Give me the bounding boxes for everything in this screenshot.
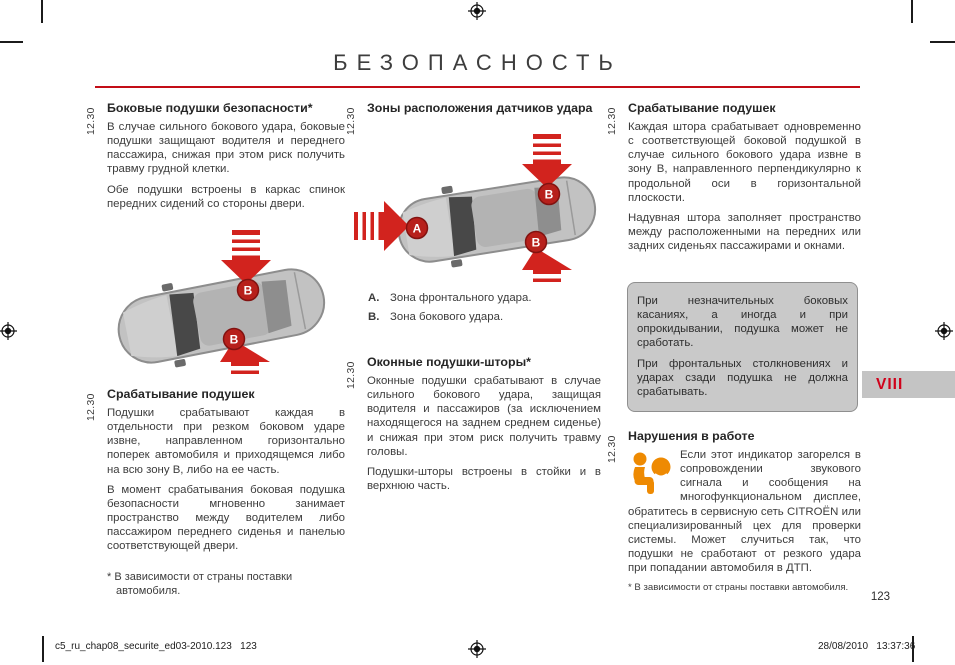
svg-text:B: B bbox=[229, 332, 239, 347]
svg-text:B: B bbox=[243, 283, 253, 298]
crop-mark-top-left-h bbox=[0, 41, 23, 43]
chapter-tab bbox=[862, 371, 955, 398]
crop-mark-top-right-v bbox=[911, 0, 913, 23]
impact-arrow-bottom bbox=[522, 248, 572, 286]
section-curtain-airbags bbox=[346, 355, 601, 499]
zone-badge-b-bottom bbox=[224, 329, 245, 350]
figure-legend bbox=[368, 292, 602, 330]
footer-file-name: c5_ru_chap08_securite_ed03-2010.123 123 bbox=[55, 641, 257, 652]
legend-item-b bbox=[368, 311, 602, 323]
paragraph: При фронтальных столкновениях и ударах сзади подушка не должна срабатывать. bbox=[637, 357, 848, 398]
registration-mark-icon bbox=[468, 640, 486, 658]
paragraph: Оконные подушки срабатывают в случае сильного бокового удара, защищая водителя и пассажиров (за исключением находящегося на заднем среднем сиденье) и снижая при этом риск получить травму головы. bbox=[367, 375, 601, 458]
paragraph: Каждая штора срабатывает одновременно с соответствующей боковой подушкой в случае сильного бокового удара извне в зону B, направленного перпендикулярно к продольной оси в горизонтальной плоскости. bbox=[628, 121, 861, 204]
margin-label: 12.30 bbox=[86, 107, 97, 135]
section-heading: Срабатывание подушек bbox=[628, 101, 776, 115]
legend-key: B. bbox=[368, 311, 380, 323]
registration-mark-icon bbox=[935, 322, 953, 340]
paragraph: При незначительных боковых касаниях, а иногда и при опрокидывании, подушка может не сработать. bbox=[637, 295, 848, 350]
registration-mark-icon bbox=[468, 2, 486, 20]
svg-text:B: B bbox=[531, 235, 541, 250]
crop-mark-top-left-v bbox=[41, 0, 43, 23]
figure-impact-sensor-zones bbox=[350, 130, 606, 286]
footer-timestamp: 28/08/2010 13:37:36 bbox=[818, 641, 916, 652]
zone-badge-b-bottom bbox=[526, 232, 547, 253]
paragraph: Надувная штора заполняет пространство между расположенными на передних или задних сиденьях пассажирами и окнами. bbox=[628, 211, 861, 253]
section-heading: Срабатывание подушек bbox=[107, 387, 255, 401]
figure-side-airbag-zones bbox=[95, 226, 347, 378]
margin-label: 12.30 bbox=[346, 107, 357, 135]
section-heading: Боковые подушки безопасности* bbox=[107, 101, 313, 115]
page-title: БЕЗОПАСНОСТЬ bbox=[333, 50, 622, 75]
footnote: * В зависимости от страны поставки автомобиля. bbox=[107, 571, 293, 597]
crop-mark-bottom-left-v bbox=[42, 636, 44, 662]
footnote: * В зависимости от страны поставки автомобиля. bbox=[628, 582, 849, 593]
zone-badge-b-top bbox=[539, 184, 560, 205]
paragraph: Если этот индикатор загорелся в сопровождении звукового сигнала и сообщения на многофункциональном дисплее, обратитесь в сервисную сеть CITROËN или специализированный цех для проверки системы. Может случиться так, что подушки не сработают от резкого удара при попадании автомобиля в ДТП. bbox=[628, 449, 861, 575]
section-airbag-deployment-1 bbox=[86, 387, 345, 559]
legend-key: A. bbox=[368, 292, 380, 304]
paragraph: В случае сильного бокового удара, боковые подушки защищают водителя и переднего пассажира, снижая при этом риск получить травму грудной клетки. bbox=[107, 121, 345, 176]
margin-label: 12.30 bbox=[607, 435, 618, 463]
paragraph: В момент срабатывания боковая подушка безопасности мгновенно занимает пространство между водителем либо пассажиром переднего сиденья и панелью соответствующей двери. bbox=[107, 483, 345, 553]
section-heading: Зоны расположения датчиков удара bbox=[367, 101, 593, 115]
margin-label: 12.30 bbox=[607, 107, 618, 135]
section-side-airbags bbox=[86, 101, 345, 217]
chapter-tab-label: VIII bbox=[876, 376, 904, 393]
section-malfunction bbox=[607, 429, 861, 581]
margin-label: 12.30 bbox=[86, 393, 97, 421]
svg-text:A: A bbox=[412, 221, 422, 236]
warning-note-box bbox=[627, 282, 858, 412]
legend-text: Зона бокового удара. bbox=[390, 311, 504, 323]
paragraph: Обе подушки встроены в каркас спинок передних сидений со стороны двери. bbox=[107, 183, 345, 210]
airbag-warning-icon bbox=[628, 450, 672, 496]
legend-text: Зона фронтального удара. bbox=[390, 292, 532, 304]
svg-text:B: B bbox=[544, 187, 554, 202]
crop-mark-top-right-h bbox=[930, 41, 955, 43]
page-number: 123 bbox=[870, 591, 890, 603]
paragraph: Подушки-шторы встроены в стойки и в верхнюю часть. bbox=[367, 465, 601, 492]
margin-label: 12.30 bbox=[346, 361, 357, 389]
registration-mark-icon bbox=[0, 322, 17, 340]
car-top-view bbox=[111, 255, 331, 377]
section-airbag-deployment-2 bbox=[607, 101, 861, 259]
zone-badge-b-top bbox=[238, 280, 259, 301]
section-heading: Оконные подушки-шторы* bbox=[367, 355, 531, 369]
zone-badge-a-front bbox=[407, 218, 428, 239]
title-rule bbox=[95, 86, 860, 88]
section-sensor-zones bbox=[346, 101, 601, 135]
legend-item-a bbox=[368, 292, 602, 304]
paragraph: Подушки срабатывают каждая в отдельности при резком боковом ударе извне, направленном горизонтально поперек автомобиля и приходящемся либо на всю зону B, либо на ее часть. bbox=[107, 407, 345, 476]
section-heading: Нарушения в работе bbox=[628, 429, 755, 443]
